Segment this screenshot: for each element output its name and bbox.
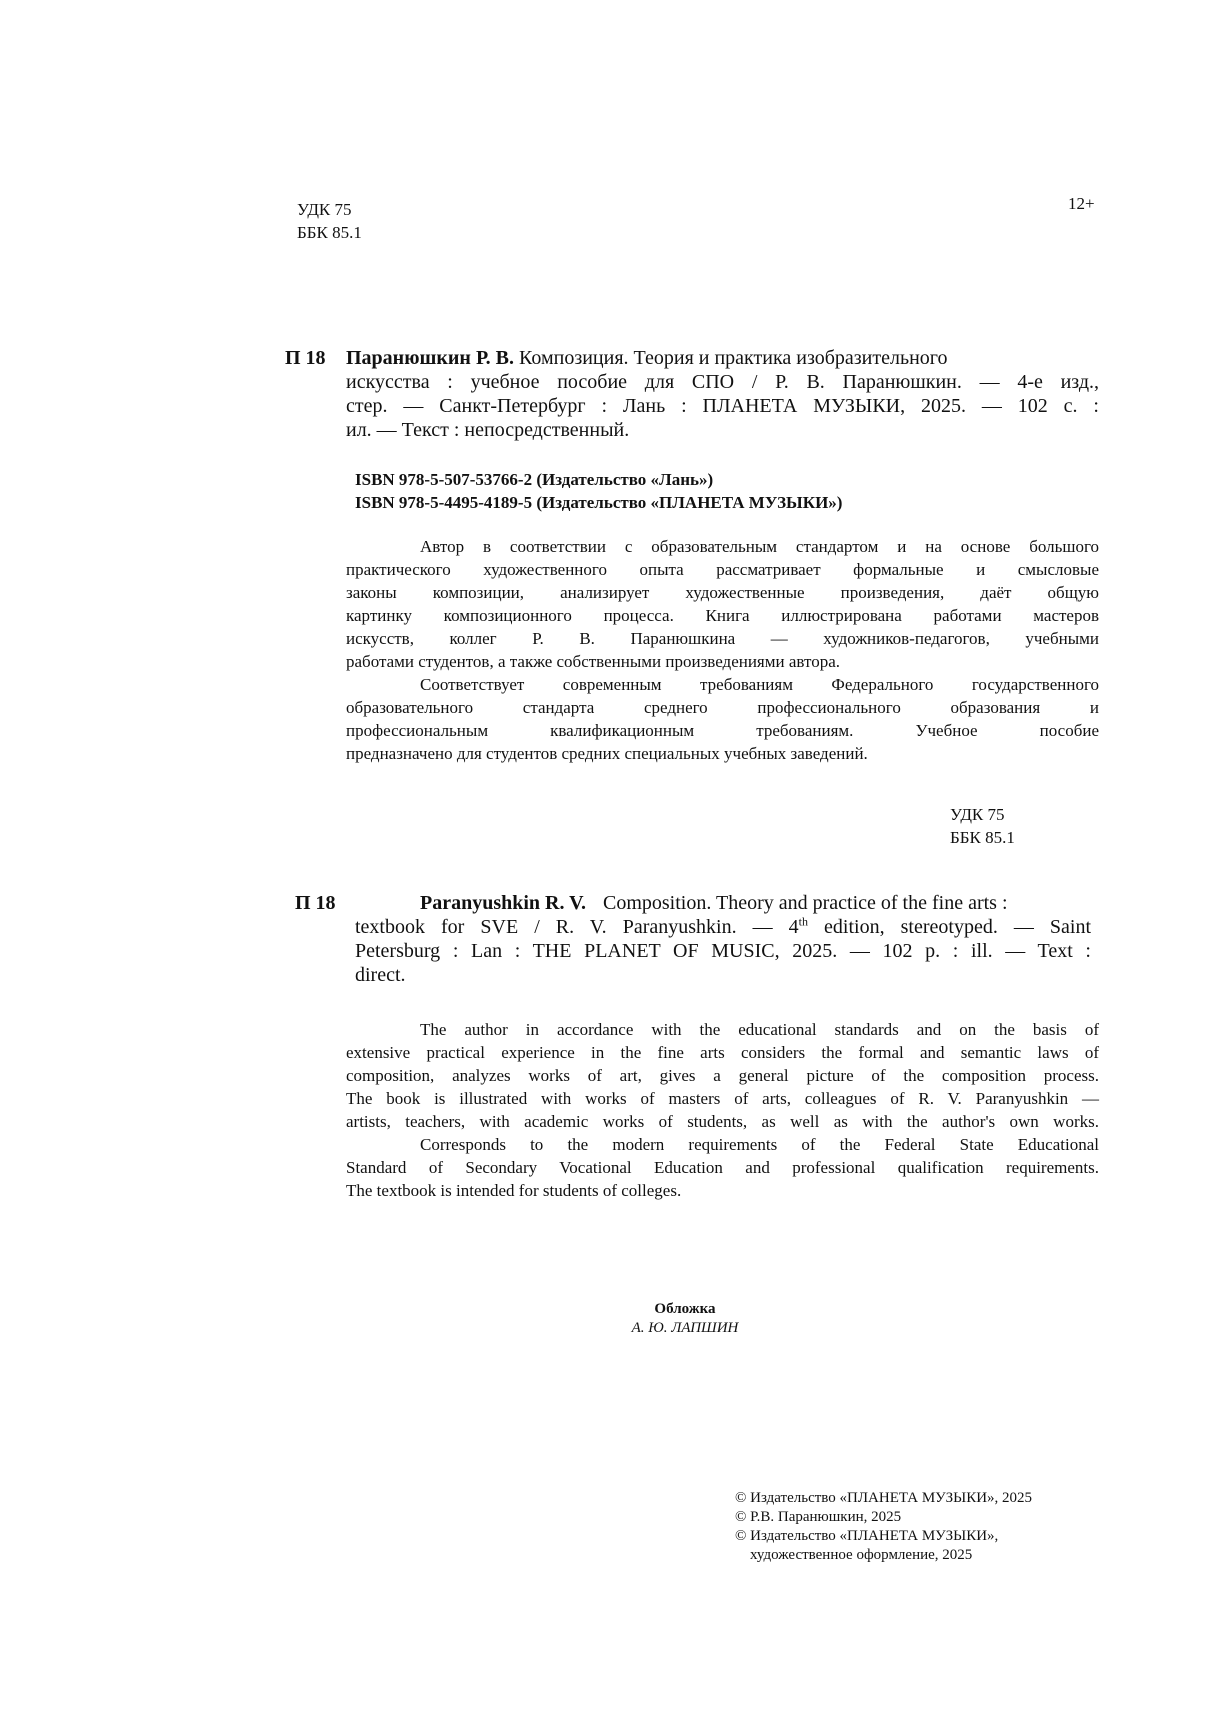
ru-entry-line: ил. — Текст : непосредственный.: [346, 419, 630, 441]
copyright-block: [735, 1489, 1032, 1565]
en-entry-description: [355, 915, 1091, 987]
ru-abstract-line: профессиональным квалификационным требованиям. Учебное пособие: [346, 721, 1099, 740]
ru-abstract-line: Соответствует современным требованиям Федерального государственного: [420, 675, 1099, 694]
cover-label: Обложка: [654, 1301, 716, 1317]
copyright-line: © Р.В. Паранюшкин, 2025: [735, 1509, 902, 1525]
header-classification: [297, 198, 362, 244]
en-abstract-line: The book is illustrated with works of masters of arts, colleagues of R. V. Paranyushkin —: [346, 1089, 1099, 1108]
copyright-line: © Издательство «ПЛАНЕТА МУЗЫКИ», 2025: [735, 1490, 1033, 1506]
ru-entry-line: стер. — Санкт-Петербург : Лань : ПЛАНЕТА МУЗЫКИ, 2025. — 102 с. :: [346, 395, 1099, 417]
cover-credit: [560, 1300, 810, 1338]
ru-entry-author: Паранюшкин Р. В.: [346, 347, 514, 369]
ru-entry-code: П 18: [285, 347, 326, 369]
ru-udk: УДК 75: [950, 805, 1005, 824]
ru-abstract-line: предназначено для студентов средних специальных учебных заведений.: [346, 744, 868, 763]
ru-entry-title: Композиция. Теория и практика изобразительного: [519, 347, 948, 369]
isbn-lan: ISBN 978-5-507-53766-2 (Издательство «Лань»): [355, 470, 714, 489]
ru-entry-line1: [346, 346, 1099, 370]
isbn-block: [355, 468, 842, 514]
en-abstract-line: Standard of Secondary Vocational Education and professional qualification requirements.: [346, 1158, 1099, 1177]
en-entry-code: П 18: [295, 892, 336, 914]
en-entry-title: Composition. Theory and practice of the fine arts :: [603, 892, 1008, 914]
en-entry-line: direct.: [355, 964, 406, 986]
cover-designer: А. Ю. ЛАПШИН: [631, 1320, 739, 1336]
en-entry-line2-b: edition, stereotyped. — Saint: [824, 916, 1091, 938]
ru-entry-description: [346, 370, 1099, 442]
ru-abstract-line: Автор в соответствии с образовательным стандартом и на основе большого: [420, 537, 1099, 556]
en-abstract-line: The author in accordance with the educational standards and on the basis of: [420, 1020, 1099, 1039]
en-entry-author: Paranyushkin R. V.: [420, 892, 586, 914]
en-abstract-line: composition, analyzes works of art, gives a general picture of the composition process.: [346, 1066, 1099, 1085]
copyright-line: © Издательство «ПЛАНЕТА МУЗЫКИ»,: [735, 1528, 999, 1544]
header-bbk: ББК 85.1: [297, 223, 362, 242]
ru-abstract-line: искусств, коллег Р. В. Паранюшкина — художников-педагогов, учебными: [346, 629, 1099, 648]
en-entry-line2-a: textbook for SVE / R. V. Paranyushkin. — 4: [355, 916, 799, 938]
ru-abstract-line: картинку композиционного процесса. Книга иллюстрирована работами мастеров: [346, 606, 1099, 625]
ru-classification: [950, 803, 1015, 849]
en-abstract-line: Corresponds to the modern requirements of the Federal State Educational: [420, 1135, 1099, 1154]
header-udk: УДК 75: [297, 200, 352, 219]
ru-abstract-line: практического художественного опыта рассматривает формальные и смысловые: [346, 560, 1099, 579]
copyright-line: художественное оформление, 2025: [750, 1547, 973, 1563]
en-entry-line1: [420, 891, 1091, 915]
ru-entry-line: искусства : учебное пособие для СПО / Р. В. Паранюшкин. — 4-е изд.,: [346, 371, 1099, 393]
en-edition-superscript: th: [798, 914, 808, 929]
ru-abstract-line: законы композиции, анализирует художественные произведения, даёт общую: [346, 583, 1099, 602]
en-abstract-line: extensive practical experience in the fine arts considers the formal and semantic laws of: [346, 1043, 1099, 1062]
en-entry-line2: [355, 915, 1091, 939]
en-abstract-line: The textbook is intended for students of colleges.: [346, 1181, 682, 1200]
ru-abstract-line: образовательного стандарта среднего профессионального образования и: [346, 698, 1099, 717]
ru-abstract-line: работами студентов, а также собственными произведениями автора.: [346, 652, 841, 671]
age-rating: 12+: [1068, 194, 1095, 213]
ru-bbk: ББК 85.1: [950, 828, 1015, 847]
isbn-planeta: ISBN 978-5-4495-4189-5 (Издательство «ПЛАНЕТА МУЗЫКИ»): [355, 493, 843, 512]
ru-abstract: [346, 535, 1099, 765]
en-entry-line: Petersburg : Lan : THE PLANET OF MUSIC, 2025. — 102 p. : ill. — Text :: [355, 940, 1091, 962]
en-abstract-line: artists, teachers, with academic works of students, as well as with the author's own works.: [346, 1112, 1099, 1131]
en-abstract: [346, 1018, 1099, 1202]
